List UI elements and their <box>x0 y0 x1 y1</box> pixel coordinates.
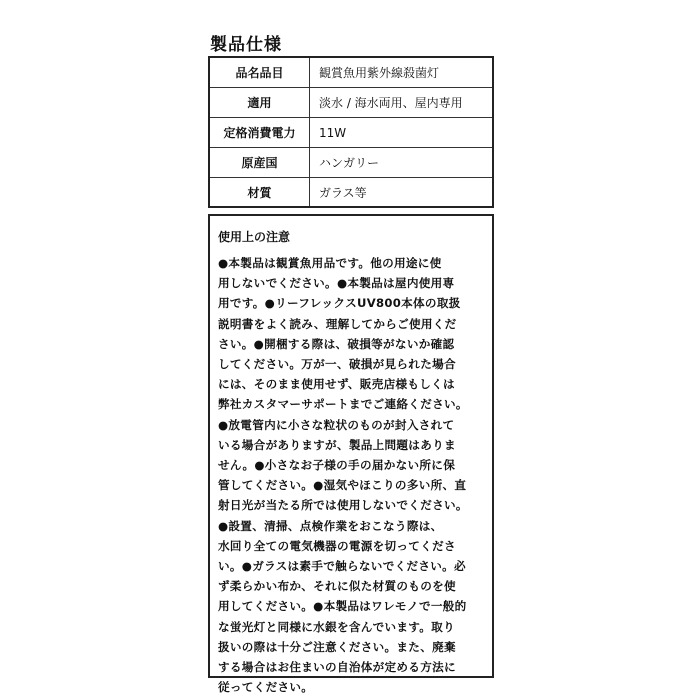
spec-label: 品名品目 <box>210 58 310 87</box>
notice-line: ●本製品は観賞魚用品です。他の用途に使 <box>218 256 442 270</box>
notice-line: してください。万が一、破損が見られた場合 <box>218 357 456 372</box>
spec-value: ガラス等 <box>319 185 367 200</box>
usage-notice-box <box>208 214 494 695</box>
spec-table <box>208 56 494 208</box>
notice-line: な蛍光灯と同様に水銀を含んでいます。取り <box>218 619 455 634</box>
notice-line: 弊社カスタマーサポートまでご連絡ください。 <box>218 397 468 412</box>
notice-line: 説明書をよく読み、理解してからご使用くだ <box>218 316 457 331</box>
spec-value: 淡水 / 海水両用、屋内専用 <box>319 96 463 110</box>
spec-row-origin <box>210 148 492 178</box>
notice-line: 管してください。●湿気やほこりの多い所、直 <box>218 478 467 493</box>
notice-line: さい。●開梱する際は、破損等がないか確認 <box>218 336 455 351</box>
notice-line: い。●ガラスは素手で触らないでください。必 <box>218 559 466 574</box>
spec-label: 材質 <box>210 178 310 206</box>
page-title: 製品仕様 <box>210 35 282 55</box>
notice-line: する場合はお住まいの自治体が定める方法に <box>218 660 456 675</box>
notice-line: 用しないでください。●本製品は屋内使用専 <box>218 276 455 291</box>
notice-line: 水回り全ての電気機器の電源を切ってくださ <box>218 538 456 553</box>
notice-title: 使用上の注意 <box>218 230 291 244</box>
notice-line: 用です。●リーフレックスUV800本体の取扱 <box>218 296 461 311</box>
notice-line: せん。●小さなお子様の手の届かない所に保 <box>218 458 456 473</box>
notice-line: には、そのまま使用せず、販売店様もしくは <box>218 377 455 392</box>
notice-line: 従ってください。 <box>218 680 314 695</box>
spec-row-application <box>210 88 492 118</box>
notice-line: ●設置、清掃、点検作業をおこなう際は、 <box>218 518 443 533</box>
notice-line: ず柔らかい布か、それに似た材質のものを使 <box>218 579 456 594</box>
notice-line: いる場合がありますが、製品上問題はありま <box>218 437 456 452</box>
notice-line: 射日光が当たる所では使用しないでください。 <box>218 498 468 513</box>
spec-label: 適用 <box>210 88 310 117</box>
spec-label: 原産国 <box>210 148 310 177</box>
spec-value: 11W <box>319 125 347 140</box>
spec-row-material <box>210 178 492 206</box>
notice-line: 扱いの際は十分ご注意ください。また、廃棄 <box>218 639 456 654</box>
spec-value: 観賞魚用紫外線殺菌灯 <box>319 66 440 80</box>
spec-row-product-name <box>210 58 492 88</box>
spec-value: ハンガリー <box>319 156 380 170</box>
spec-label: 定格消費電力 <box>210 118 310 147</box>
spec-row-power <box>210 118 492 148</box>
notice-line: 用してください。●本製品はワレモノで一般的 <box>218 599 467 614</box>
notice-line: ●放電管内に小さな粒状のものが封入されて <box>218 417 455 432</box>
